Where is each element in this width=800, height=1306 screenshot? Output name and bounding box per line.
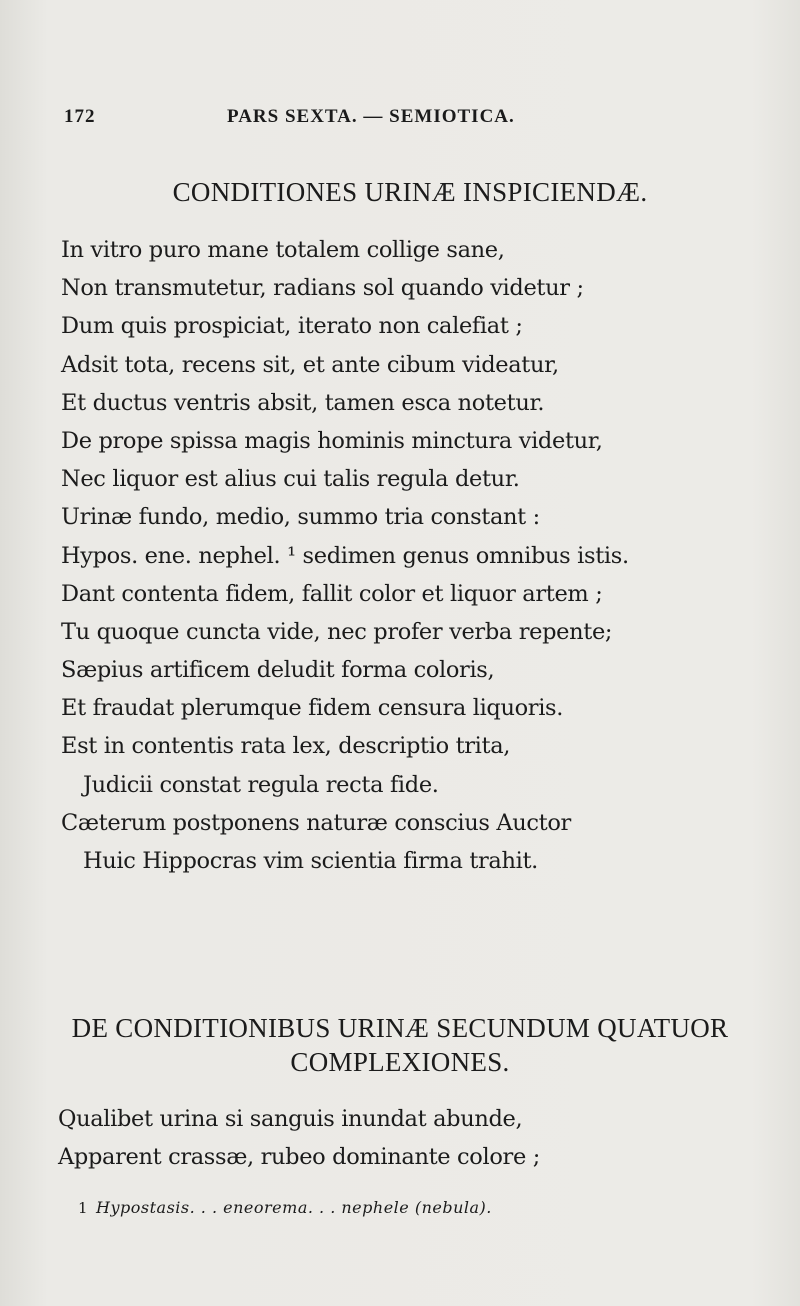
verse-line: Adsit tota, recens sit, et ante cibum videatur, xyxy=(61,351,559,378)
section-title-line-1: DE CONDITIONIBUS URINÆ SECUNDUM QUATUOR xyxy=(71,1013,729,1043)
verse-block-1 xyxy=(61,231,741,880)
verse-line: Et fraudat plerumque fidem censura liquoris. xyxy=(61,695,564,722)
verse-line: Tu quoque cuncta vide, nec profer verba repente; xyxy=(61,618,613,645)
verse-line-indented: Judicii constat regula recta fide. xyxy=(83,771,439,798)
footnote xyxy=(78,1198,492,1217)
verse-line: Dant contenta fidem, fallit color et liquor artem ; xyxy=(61,580,603,607)
page-number: 172 xyxy=(64,106,96,127)
verse-line: Dum quis prospiciat, iterato non calefiat ; xyxy=(61,313,523,340)
section-title-conditiones: CONDITIONES URINÆ INSPICIENDÆ. xyxy=(172,177,648,207)
verse-block-2 xyxy=(58,1100,738,1176)
footnote-text: Hypostasis. . . eneorema. . . nephele (nebula). xyxy=(96,1198,492,1217)
verse-line: Urinæ fundo, medio, summo tria constant : xyxy=(61,504,540,531)
verse-line: In vitro puro mane totalem collige sane, xyxy=(61,237,505,263)
verse-line: Et ductus ventris absit, tamen esca notetur. xyxy=(61,389,545,416)
verse-line: Hypos. ene. nephel. ¹ sedimen genus omnibus istis. xyxy=(61,542,629,569)
verse-line: Sæpius artificem deludit forma coloris, xyxy=(61,657,495,684)
page-header xyxy=(64,106,564,130)
running-head: PARS SEXTA. — SEMIOTICA. xyxy=(227,106,515,127)
verse-line: Est in contentis rata lex, descriptio trita, xyxy=(61,733,511,760)
verse-line: De prope spissa magis hominis minctura videtur, xyxy=(61,427,603,454)
verse-line: Cæterum postponens naturæ conscius Auctor xyxy=(61,809,571,836)
verse-line: Apparent crassæ, rubeo dominante colore ; xyxy=(58,1144,540,1171)
section-title-de-conditionibus xyxy=(40,1011,760,1079)
section-title-line-2: COMPLEXIONES. xyxy=(290,1047,510,1077)
verse-line-indented: Huic Hippocras vim scientia firma trahit. xyxy=(83,848,538,874)
verse-line: Nec liquor est alius cui talis regula detur. xyxy=(61,466,520,493)
verse-line: Non transmutetur, radians sol quando videtur ; xyxy=(61,275,584,302)
footnote-mark: 1 xyxy=(78,1199,89,1217)
verse-line: Qualibet urina si sanguis inundat abunde, xyxy=(58,1106,523,1132)
